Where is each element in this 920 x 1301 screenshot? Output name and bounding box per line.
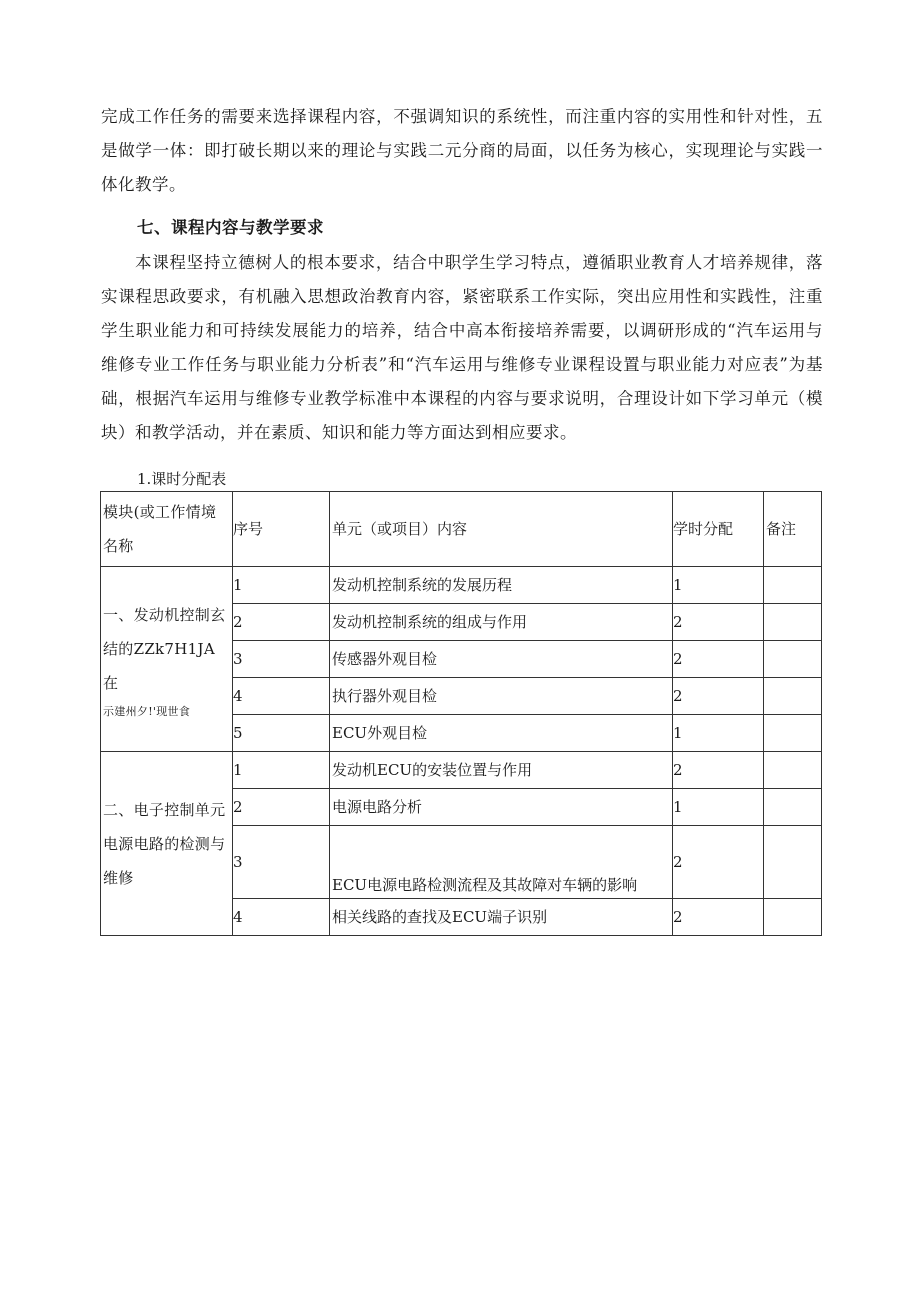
header-seq: 序号 [233,492,330,567]
row-notes [764,604,822,641]
row-content: 发动机控制系统的发展历程 [330,567,673,604]
row-seq: 5 [233,715,330,752]
row-content: 电源电路分析 [330,789,673,826]
row-seq: 4 [233,678,330,715]
section-heading: 七、课程内容与教学要求 [137,218,324,237]
row-hours: 2 [673,899,764,936]
module-cell-1 [101,567,233,752]
row-seq: 2 [233,604,330,641]
module-name-1: 一、发动机控制玄结的ZZk7H1JA在 [103,606,226,692]
row-hours: 1 [673,567,764,604]
row-seq: 4 [233,899,330,936]
module-cell-2 [101,752,233,936]
row-seq: 1 [233,752,330,789]
row-notes [764,826,822,899]
row-hours: 2 [673,752,764,789]
header-notes: 备注 [764,492,822,567]
row-content: ECU电源电路检测流程及其故障对车辆的影响 [330,826,673,899]
row-notes [764,789,822,826]
row-hours: 2 [673,678,764,715]
row-content: 相关线路的查找及ECU端子识别 [330,899,673,936]
row-content: 执行器外观目检 [330,678,673,715]
row-seq: 3 [233,641,330,678]
row-notes [764,899,822,936]
row-notes [764,567,822,604]
row-content: ECU外观目检 [330,715,673,752]
row-hours: 1 [673,789,764,826]
hours-allocation-table [100,491,822,936]
row-hours: 2 [673,826,764,899]
row-seq: 2 [233,789,330,826]
table-header-row [101,492,822,567]
row-notes [764,715,822,752]
header-hours: 学时分配 [673,492,764,567]
row-notes [764,752,822,789]
row-seq: 1 [233,567,330,604]
row-hours: 2 [673,604,764,641]
row-seq: 3 [233,826,330,899]
row-content: 传感器外观目检 [330,641,673,678]
intro-paragraph: 完成工作任务的需要来选择课程内容，不强调知识的系统性，而注重内容的实用性和针对性，五是做学一体：即打破长期以来的理论与实践二元分商的局面，以任务为核心，实现理论与实践一体化教学。 [101,107,823,194]
row-hours: 2 [673,641,764,678]
table-row [101,752,822,789]
header-content: 单元（或项目）内容 [330,492,673,567]
row-notes [764,678,822,715]
row-content: 发动机控制系统的组成与作用 [330,604,673,641]
row-notes [764,641,822,678]
main-paragraph: 本课程坚持立德树人的根本要求，结合中职学生学习特点，遵循职业教育人才培养规律，落实课程思政要求，有机融入思想政治教育内容，紧密联系工作实际，突出应用性和实践性，注重学生职业能力和可持续发展能力的培养，结合中高本衔接培养需要，以调研形成的“汽车运用与维修专业工作任务与职业能力分析表”和“汽车运用与维修专业课程设置与职业能力对应表”为基础，根据汽车运用与维修专业教学标准中本课程的内容与要求说明，合理设计如下学习单元（模块）和教学活动，并在素质、知识和能力等方面达到相应要求。 [101,253,823,442]
table-caption: 1.课时分配表 [137,470,227,488]
row-content: 发动机ECU的安装位置与作用 [330,752,673,789]
row-hours: 1 [673,715,764,752]
module-name-1-extra: 示建州夕!'现世食 [103,705,191,718]
header-module: 模块(或工作情境名称 [101,492,233,567]
table-row [101,567,822,604]
module-name-2: 二、电子控制单元电源电路的检测与维修 [103,800,226,887]
